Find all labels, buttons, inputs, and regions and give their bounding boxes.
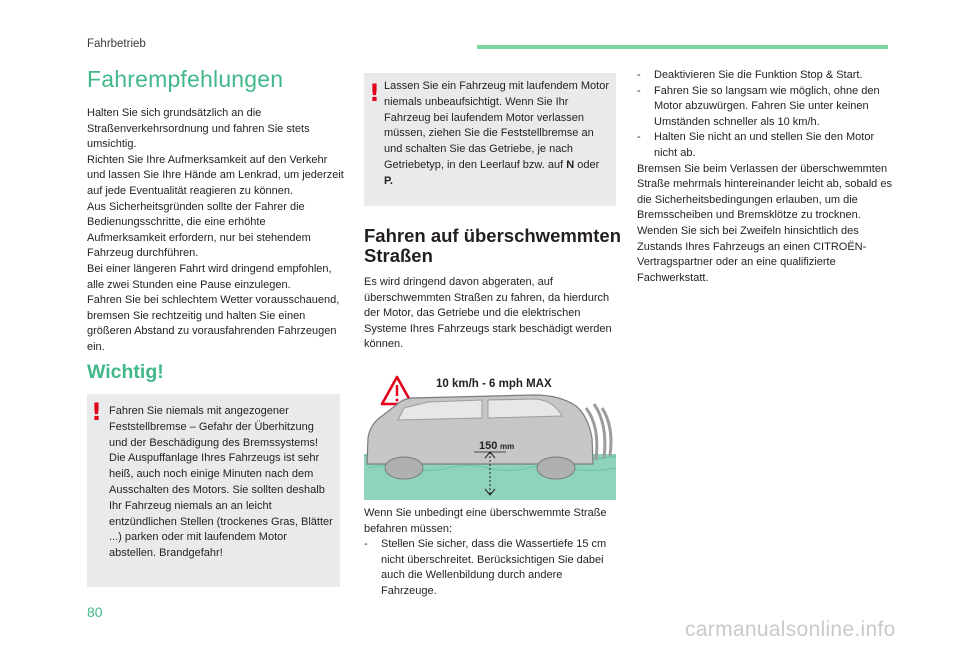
warning-paragraph: Die Auspuffanlage Ihres Fahrzeugs ist sehr heiß, auch noch einige Minuten nach dem Ausschalten des Motors. Sie sollten deshalb Ihr Fahrzeug niemals an an leicht entzündlichen Stellen (trockenes Gras, Blätter ...) parken oder mit laufendem Motor abstellen. Brandgefahr! <box>109 452 333 560</box>
list-item-text: Stellen Sie sicher, dass die Wassertiefe 15 cm nicht überschreitet. Berücksichtigen Sie dabei auch die Wellenbildung durch andere Fahrzeuge. <box>381 538 607 597</box>
intro-paragraph: Richten Sie Ihre Aufmerksamkeit auf den Verkehr und lassen Sie Ihre Hände am Lenkrad, um jederzeit auf jede Eventualität reagieren zu können. <box>87 153 344 197</box>
flooded-roads-instructions <box>364 506 619 600</box>
gear-p-label: P. <box>384 174 393 187</box>
warning-text: oder <box>574 158 600 171</box>
list-item-text: Deaktivieren Sie die Funktion Stop & Start. <box>654 69 863 81</box>
intro-paragraph: Halten Sie sich grundsätzlich an die Straßenverkehrsordnung und fahren Sie stets umsichtig. <box>87 107 310 151</box>
instructions-intro: Wenn Sie unbedingt eine überschwemmte Straße befahren müssen: <box>364 507 607 535</box>
contact-paragraph: Wenden Sie sich bei Zweifeln hinsichtlich des Zustands Ihres Fahrzeugs an einen CITROËN-Vertragspartner oder an eine qualifizierte Fachwerkstatt. <box>637 224 867 284</box>
section-header-bar <box>477 45 888 49</box>
water-depth-value: 150 <box>479 440 498 452</box>
warning-exclamation-icon: ! <box>91 398 102 426</box>
engine-running-warning-box <box>364 73 616 206</box>
list-dash: - <box>364 538 368 551</box>
braking-paragraph: Bremsen Sie beim Verlassen der überschwemmten Straße mehrmals hintereinander leicht ab, sobald es die Sicherheitsbedingungen erlauben, um die Bremsscheiben und Bremsklötze zu trocknen. <box>637 162 892 222</box>
list-item <box>637 68 897 84</box>
list-item-text: Halten Sie nicht an und stellen Sie den Motor nicht ab. <box>654 131 875 159</box>
intro-paragraph: Fahren Sie bei schlechtem Wetter vorausschauend, bremsen Sie rechtzeitig und halten Sie einen größeren Abstand zu vorausfahrenden Fahrzeugen ein. <box>87 294 340 353</box>
flooded-roads-heading: Fahren auf überschwemmten Straßen <box>364 225 622 266</box>
list-dash: - <box>637 69 641 81</box>
wichtig-warning-box <box>87 394 340 587</box>
flooded-road-svg <box>364 368 616 500</box>
speed-limit-label: 10 km/h - 6 mph MAX <box>436 378 552 390</box>
water-depth-unit: mm <box>500 442 515 451</box>
watermark-link[interactable]: carmanualsonline.info <box>685 618 896 641</box>
list-dash: - <box>637 84 641 97</box>
page-title: Fahrempfehlungen <box>87 66 284 92</box>
list-item-text: Fahren Sie so langsam wie möglich, ohne den Motor abzuwürgen. Fahren Sie unter keinen Umständen schneller als 10 km/h. <box>654 84 880 128</box>
flooded-roads-continued <box>637 68 897 286</box>
list-item <box>637 84 897 131</box>
wichtig-warning-text <box>109 404 335 562</box>
intro-paragraph: Aus Sicherheitsgründen sollte der Fahrer die Bedienungsschritte, die eine erhöhte Aufmerksamkeit erfordern, nur bei stehendem Fahrzeug durchführen. <box>87 200 311 260</box>
flooded-roads-paragraph: Es wird dringend davon abgeraten, auf überschwemmten Straßen zu fahren, da hierdurch der Motor, das Getriebe und die elektrischen Systeme Ihres Fahrzeugs stark beschädigt werden können. <box>364 276 612 351</box>
list-item <box>364 537 619 599</box>
list-item <box>637 130 897 161</box>
list-dash: - <box>637 131 641 144</box>
warning-exclamation-icon: ! <box>369 79 380 107</box>
page-number: 80 <box>87 604 103 620</box>
intro-paragraph: Bei einer längeren Fahrt wird dringend empfohlen, alle zwei Stunden eine Pause einzulegen. <box>87 262 332 291</box>
flooded-road-illustration <box>364 368 616 500</box>
warning-paragraph: Fahren Sie niemals mit angezogener Feststellbremse – Gefahr der Überhitzung und der Beschädigung des Bremssystems! <box>109 405 319 449</box>
warning-text: Lassen Sie ein Fahrzeug mit laufendem Motor niemals unbeaufsichtigt. Wenn Sie Ihr Fahrzeug bei laufendem Motor verlassen müssen, ziehen Sie die Feststellbremse an und schalten Sie das Getriebe, je nach Getriebetyp, in den Leerlauf bzw. auf <box>384 80 610 171</box>
gear-n-label: N <box>566 158 575 171</box>
section-header: Fahrbetrieb <box>87 38 146 50</box>
wichtig-heading: Wichtig! <box>87 361 164 383</box>
engine-running-warning-text <box>384 79 610 190</box>
intro-text <box>87 106 345 356</box>
